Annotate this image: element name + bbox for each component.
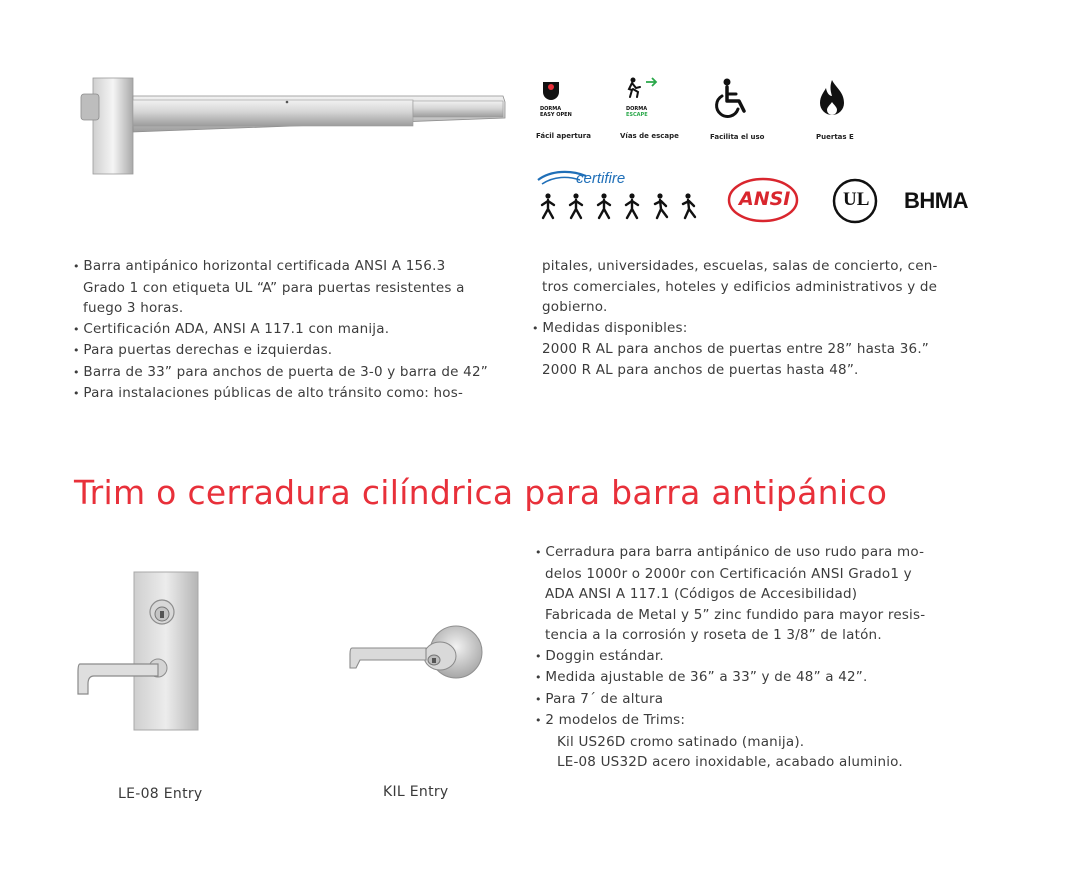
text-line: fuego 3 horas. bbox=[83, 300, 184, 316]
escape-brand: DORMA bbox=[626, 106, 648, 112]
text-line: • Medida ajustable de 36” a 33” y de 48” a 42”. bbox=[535, 667, 985, 689]
text-line: 2000 R AL para anchos de puertas hasta 48”. bbox=[542, 361, 859, 378]
section2-title: Trim o cerradura cilíndrica para barra antipánico bbox=[74, 473, 888, 512]
flame-icon bbox=[814, 78, 850, 118]
ansi-logo bbox=[727, 176, 799, 224]
le08-trim-image bbox=[76, 568, 206, 738]
text-line: delos 1000r o 2000r con Certificación ANSI Grado1 y bbox=[545, 565, 912, 582]
text-line: ADA ANSI A 117.1 (Códigos de Accesibilidad) bbox=[545, 586, 858, 602]
walking-people-icon bbox=[538, 192, 706, 222]
text-line: • Certificación ADA, ANSI A 117.1 con manija. bbox=[73, 319, 513, 341]
text-line: pitales, universidades, escuelas, salas de concierto, cen- bbox=[542, 258, 938, 274]
wheelchair-icon bbox=[710, 76, 754, 120]
running-person-icon bbox=[624, 76, 664, 100]
text-line: • Medidas disponibles: bbox=[532, 318, 982, 340]
text-line: 2000 R AL para anchos de puertas entre 28” hasta 36.” bbox=[542, 341, 930, 357]
bhma-logo: BHMA bbox=[904, 188, 968, 213]
section1-right-column bbox=[532, 256, 982, 380]
ul-logo bbox=[832, 178, 878, 224]
text-line: • 2 modelos de Trims: bbox=[535, 710, 985, 732]
easy-open-feature bbox=[536, 74, 596, 144]
section2-text-column bbox=[535, 542, 985, 773]
easy-open-label: Fácil apertura bbox=[536, 132, 591, 140]
escape-feature bbox=[620, 74, 680, 144]
panic-bar-image bbox=[75, 70, 515, 180]
text-line: • Barra antipánico horizontal certificada ANSI A 156.3 bbox=[73, 256, 513, 278]
kil-lever-image bbox=[348, 618, 488, 686]
text-line: Fabricada de Metal y 5” zinc fundido para mayor resis- bbox=[545, 606, 926, 623]
text-line: Kil US26D cromo satinado (manija). bbox=[557, 733, 805, 750]
text-line: • Cerradura para barra antipánico de uso rudo para mo- bbox=[535, 542, 985, 564]
certifire-logo bbox=[536, 168, 711, 228]
text-line: Grado 1 con etiqueta UL “A” para puertas resistentes a bbox=[83, 279, 465, 296]
text-line: • Para instalaciones públicas de alto tránsito como: hos- bbox=[73, 383, 513, 405]
easy-open-brand: DORMA bbox=[540, 106, 562, 112]
escape-sub: ESCAPE bbox=[626, 112, 648, 118]
certifire-text: certifire bbox=[576, 170, 626, 187]
text-line: • Doggin estándar. bbox=[535, 646, 985, 668]
text-line: • Para 7´ de altura bbox=[535, 689, 985, 711]
text-line: tros comerciales, hoteles y edificios administrativos y de bbox=[542, 278, 938, 295]
le08-caption: LE-08 Entry bbox=[118, 786, 203, 802]
fire-feature bbox=[808, 74, 858, 144]
fire-label: Puertas E bbox=[816, 133, 854, 141]
text-line: LE-08 US32D acero inoxidable, acabado aluminio. bbox=[557, 754, 903, 770]
accessibility-label: Facilita el uso bbox=[710, 133, 765, 141]
text-line: • Para puertas derechas e izquierdas. bbox=[73, 340, 513, 362]
accessibility-feature bbox=[706, 74, 766, 144]
text-line: gobierno. bbox=[542, 299, 608, 315]
escape-label: Vías de escape bbox=[620, 132, 679, 140]
section1-left-column bbox=[73, 256, 513, 405]
easy-open-sub: EASY OPEN bbox=[540, 112, 572, 118]
ansi-text: ANSI bbox=[739, 188, 791, 210]
kil-caption: KIL Entry bbox=[383, 784, 449, 800]
text-line: • Barra de 33” para anchos de puerta de 3-0 y barra de 42” bbox=[73, 362, 513, 384]
ul-text: UL bbox=[843, 189, 870, 210]
easy-open-icon bbox=[540, 78, 562, 100]
text-line: tencia a la corrosión y roseta de 1 3/8” de latón. bbox=[545, 627, 882, 643]
